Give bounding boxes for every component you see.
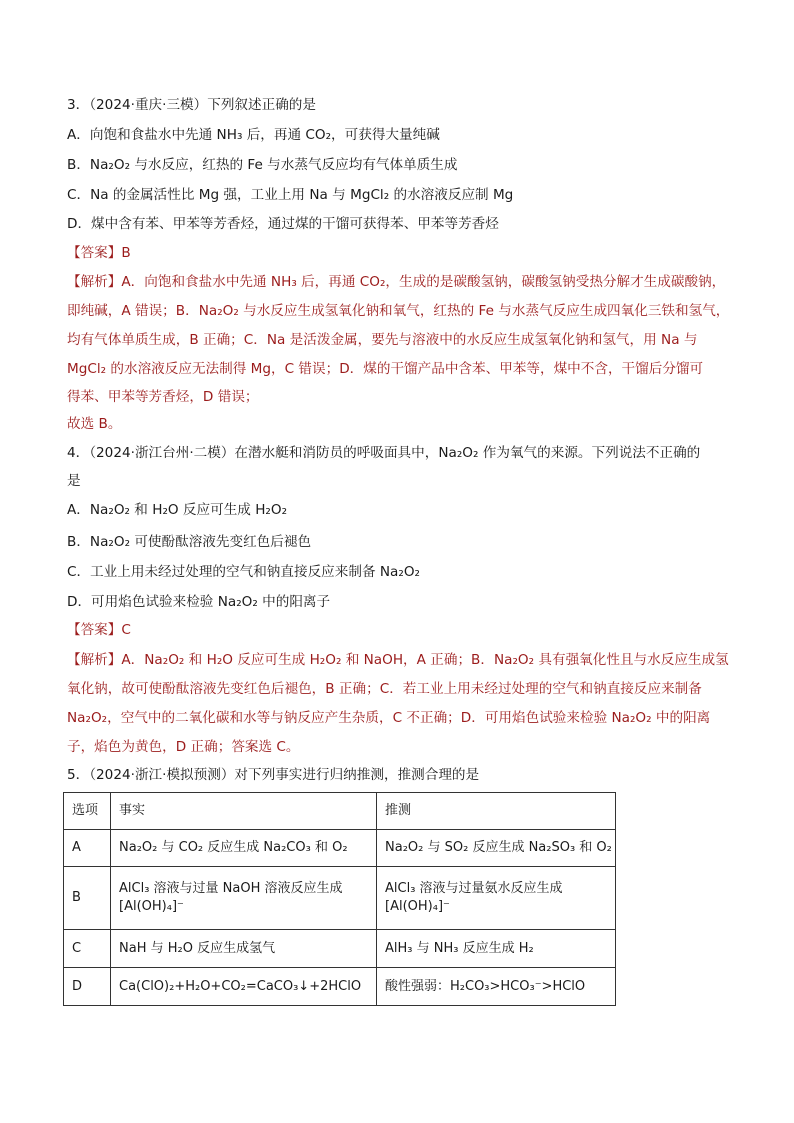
table-cell: Ca(ClO)₂+H₂O+CO₂=CaCO₃↓+2HClO xyxy=(111,968,377,1006)
table-cell: Na₂O₂ 与 CO₂ 反应生成 Na₂CO₃ 和 O₂ xyxy=(111,830,377,867)
q3-option-b: B．Na₂O₂ 与水反应，红热的 Fe 与水蒸气反应均有气体单质生成 xyxy=(67,157,458,173)
q3-analysis-line-5: 得苯、甲苯等芳香烃，D 错误； xyxy=(67,389,259,405)
table-cell: 酸性强弱：H₂CO₃>HCO₃⁻>HClO xyxy=(377,968,616,1006)
table-cell: Na₂O₂ 与 SO₂ 反应生成 Na₂SO₃ 和 O₂ xyxy=(377,830,616,867)
q5-table xyxy=(63,792,616,1006)
q3-conclusion: 故选 B。 xyxy=(67,416,122,432)
q4-option-b: B．Na₂O₂ 可使酚酞溶液先变红色后褪色 xyxy=(67,534,312,550)
q5-stem: 5．（2024·浙江·模拟预测）对下列事实进行归纳推测，推测合理的是 xyxy=(67,767,480,783)
table-row xyxy=(64,830,616,867)
q3-analysis-line-4: MgCl₂ 的水溶液反应无法制得 Mg，C 错误；D．煤的干馏产品中含苯、甲苯等，煤中不含，干馏后分馏可 xyxy=(67,361,704,377)
q4-option-a: A．Na₂O₂ 和 H₂O 反应可生成 H₂O₂ xyxy=(67,502,288,518)
q3-analysis-line-2: 即纯碱，A 错误；B．Na₂O₂ 与水反应生成氢氧化钠和氧气，红热的 Fe 与水蒸气反应生成四氧化三铁和氢气， xyxy=(67,303,730,319)
q3-analysis-line-1: 【解析】A．向饱和食盐水中先通 NH₃ 后，再通 CO₂，生成的是碳酸氢钠，碳酸氢钠受热分解才生成碳酸钠， xyxy=(67,274,726,290)
q4-analysis-line-4: 子，焰色为黄色，D 正确；答案选 C。 xyxy=(67,739,300,755)
table-cell: C xyxy=(64,930,111,968)
table-header-cell: 推测 xyxy=(377,793,616,830)
q3-stem: 3．（2024·重庆·三模）下列叙述正确的是 xyxy=(67,97,316,113)
table-header-row xyxy=(64,793,616,830)
table-cell: NaH 与 H₂O 反应生成氢气 xyxy=(111,930,377,968)
table-cell: B xyxy=(64,867,111,930)
table-header-cell: 选项 xyxy=(64,793,111,830)
table-header-cell: 事实 xyxy=(111,793,377,830)
table-row xyxy=(64,968,616,1006)
table-cell: D xyxy=(64,968,111,1006)
q3-option-d: D．煤中含有苯、甲苯等芳香烃，通过煤的干馏可获得苯、甲苯等芳香烃 xyxy=(67,216,499,232)
q3-answer: 【答案】B xyxy=(67,245,131,261)
q3-option-a: A．向饱和食盐水中先通 NH₃ 后，再通 CO₂，可获得大量纯碱 xyxy=(67,127,440,143)
table-cell: AlH₃ 与 NH₃ 反应生成 H₂ xyxy=(377,930,616,968)
table-row xyxy=(64,867,616,930)
q3-analysis-line-3: 均有气体单质生成，B 正确；C．Na 是活泼金属，要先与溶液中的水反应生成氢氧化钠和氢气，用 Na 与 xyxy=(67,332,698,348)
q4-option-c: C．工业上用未经过处理的空气和钠直接反应来制备 Na₂O₂ xyxy=(67,564,420,580)
q3-option-c: C．Na 的金属活性比 Mg 强，工业上用 Na 与 MgCl₂ 的水溶液反应制 Mg xyxy=(67,187,514,203)
table-cell: A xyxy=(64,830,111,867)
q4-analysis-line-3: Na₂O₂，空气中的二氧化碳和水等与钠反应产生杂质，C 不正确；D．可用焰色试验来检验 Na₂O₂ 中的阳离 xyxy=(67,710,711,726)
q4-answer: 【答案】C xyxy=(67,622,131,638)
q4-analysis-line-2: 氧化钠，故可使酚酞溶液先变红色后褪色，B 正确；C．若工业上用未经过处理的空气和钠直接反应来制备 xyxy=(67,681,702,697)
table-cell: AlCl₃ 溶液与过量 NaOH 溶液反应生成 [Al(OH)₄]⁻ xyxy=(111,867,377,930)
q4-stem-line-2: 是 xyxy=(67,473,81,489)
q4-option-d: D．可用焰色试验来检验 Na₂O₂ 中的阳离子 xyxy=(67,594,331,610)
q4-stem-line-1: 4．（2024·浙江台州·二模）在潜水艇和消防员的呼吸面具中，Na₂O₂ 作为氧气的来源。下列说法不正确的 xyxy=(67,445,701,461)
table-cell: AlCl₃ 溶液与过量氨水反应生成 [Al(OH)₄]⁻ xyxy=(377,867,616,930)
q4-analysis-line-1: 【解析】A．Na₂O₂ 和 H₂O 反应可生成 H₂O₂ 和 NaOH，A 正确；B．Na₂O₂ 具有强氧化性且与水反应生成氢 xyxy=(67,652,729,668)
table-row xyxy=(64,930,616,968)
